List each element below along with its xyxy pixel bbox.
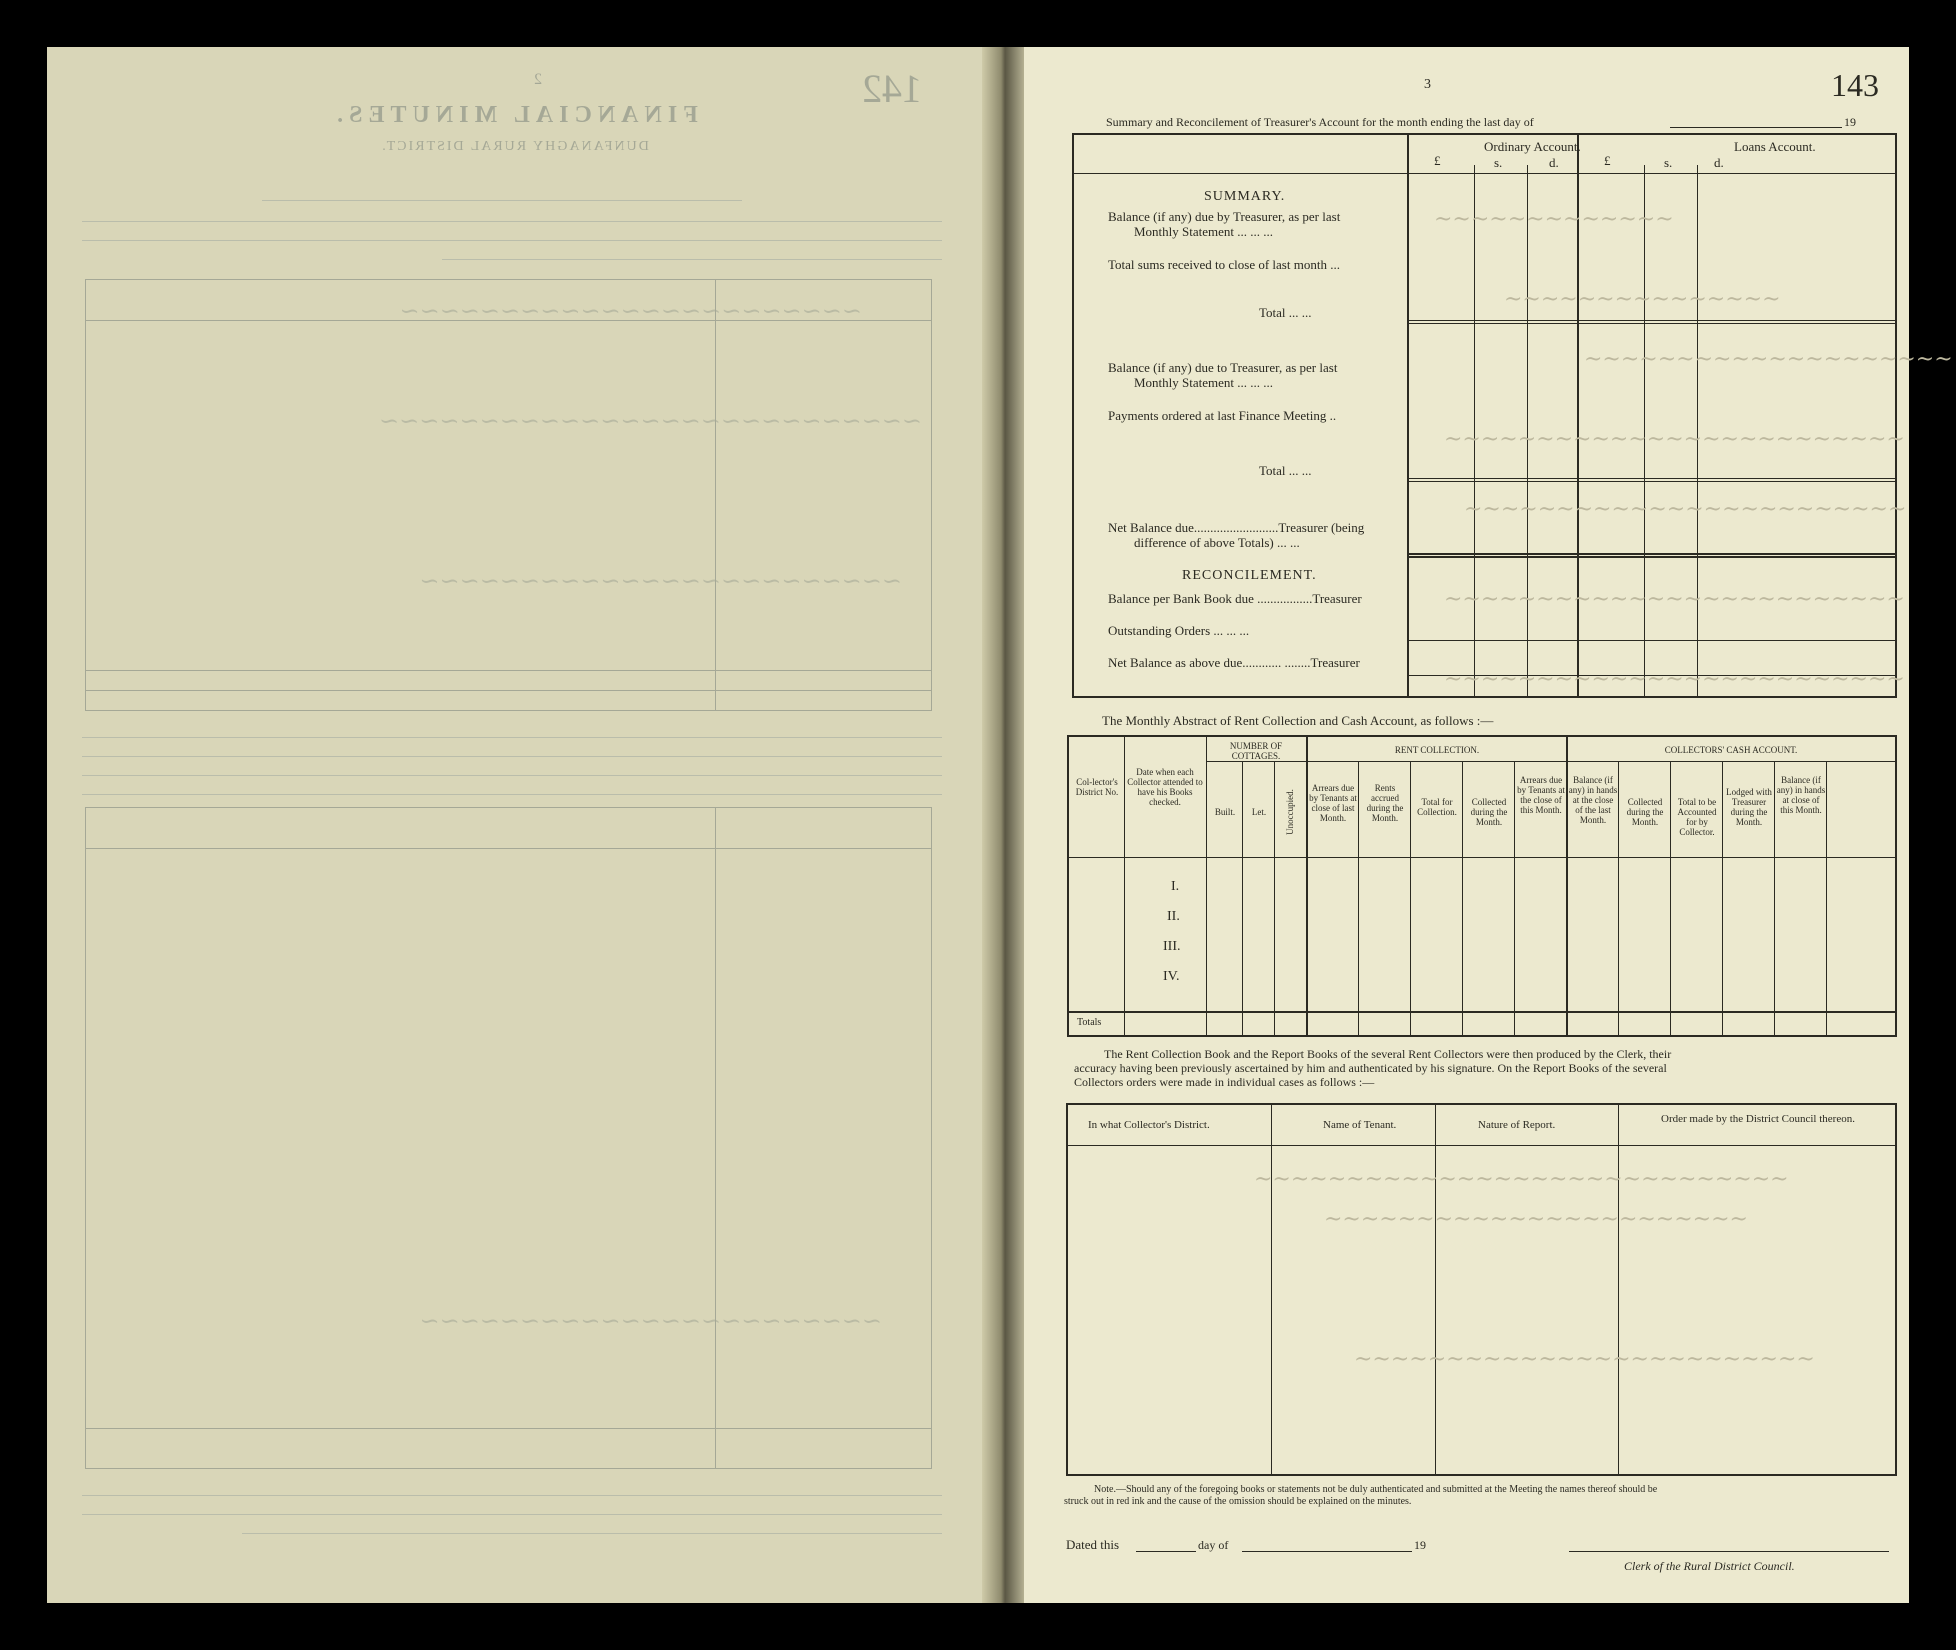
left-page-show-through [47, 47, 982, 1603]
left-page-title: FINANCIAL MINUTES. [331, 102, 698, 128]
handwriting-1: ~~~~~~~~~~~~~ [1434, 207, 1674, 232]
book-spread [47, 47, 1953, 1603]
loans-pound: £ [1604, 153, 1611, 168]
abstract-col-balance-last: Balance (if any) in hands at the close of the last Month. [1568, 775, 1618, 825]
left-handwriting-2: ~~~~~~~~~~~~~~~~~~~~~~~~~~~ [379, 407, 922, 435]
summary-row4: Payments ordered at last Finance Meeting .. [1108, 408, 1337, 423]
handwriting-10: ~~~~~~~~~~~~~~~~~~~~~~~~~ [1354, 1347, 1815, 1372]
summary-total2: Total ... ... [1259, 463, 1312, 478]
loans-pence: d. [1714, 155, 1724, 170]
dated-day-line [1136, 1551, 1196, 1552]
handwriting-3: ~~~~~~~~~~~~~~~~~~~~ [1584, 347, 1953, 372]
report-para-line-3: Collectors orders were made in individual cases as follows :— [1074, 1075, 1375, 1089]
left-para-lines [77, 182, 942, 264]
abstract-col-arrears-last: Arrears due by Tenants at close of last Month. [1309, 783, 1357, 823]
summary-row1a: Balance (if any) due by Treasurer, as per last [1108, 209, 1341, 224]
handwriting-8: ~~~~~~~~~~~~~~~~~~~~~~~~~~~~~ [1254, 1167, 1789, 1192]
report-col-tenant: Name of Tenant. [1323, 1119, 1397, 1131]
summary-heading: SUMMARY. [1204, 189, 1286, 204]
abstract-col-let: Let. [1251, 807, 1267, 817]
abstract-col-rents-accrued: Rents accrued during the Month. [1366, 783, 1404, 823]
report-paragraph [1074, 1047, 1671, 1089]
totals-row: Totals [1077, 1017, 1102, 1028]
report-col-order: Order made by the District Council thereon. [1661, 1113, 1855, 1125]
report-table [1066, 1103, 1897, 1476]
header-year: 19 [1844, 115, 1856, 129]
reconcilement-heading: RECONCILEMENT. [1182, 568, 1317, 583]
left-page-number: 142 [862, 66, 922, 111]
abstract-group-rent: RENT COLLECTION. [1394, 745, 1480, 755]
right-page-number: 143 [1831, 67, 1879, 103]
summary-row5b: difference of above Totals) ... ... [1134, 535, 1300, 550]
abstract-col-lodged: Lodged with Treasurer during the Month. [1726, 787, 1772, 827]
abstract-col-collected-cash: Collected during the Month. [1626, 797, 1664, 827]
summary-row5a: Net Balance due..........................Treasurer (being [1108, 520, 1365, 535]
abstract-col-date: Date when each Collector attended to have his Books checked. [1127, 767, 1203, 807]
clerk-signature-line [1569, 1551, 1889, 1552]
left-page-mid-number: 2 [534, 71, 542, 88]
summary-row2: Total sums received to close of last month ... [1108, 257, 1340, 272]
district-row-2: II. [1167, 909, 1180, 924]
district-row-1: I. [1171, 879, 1180, 894]
book-gutter [982, 47, 1024, 1603]
left-table-b [85, 807, 932, 1469]
summary-row3b: Monthly Statement ... ... ... [1134, 375, 1274, 390]
reconcilement-row3: Net Balance as above due............ ........Treasurer [1108, 655, 1360, 670]
left-handwriting-1: ~~~~~~~~~~~~~~~~~~~~~~~ [399, 297, 862, 325]
abstract-group-cash: COLLECTORS' CASH ACCOUNT. [1664, 745, 1798, 755]
abstract-table [1067, 735, 1897, 1037]
summary-header: Summary and Reconcilement of Treasurer's Account for the month ending the last day of [1106, 115, 1534, 129]
right-page [1024, 47, 1953, 1603]
handwriting-6: ~~~~~~~~~~~~~~~~~~~~~~~~~ [1444, 587, 1905, 612]
district-row-3: III. [1163, 939, 1181, 954]
dated-month-line [1242, 1551, 1412, 1552]
right-page-small-number: 3 [1424, 77, 1431, 92]
ordinary-pound: £ [1434, 153, 1441, 168]
abstract-col-built: Built. [1214, 807, 1236, 817]
left-handwriting-4: ~~~~~~~~~~~~~~~~~~~~~~~ [419, 1307, 882, 1335]
handwriting-9: ~~~~~~~~~~~~~~~~~~~~~~~ [1324, 1207, 1748, 1232]
left-para-2 [77, 719, 942, 799]
reconcilement-row2: Outstanding Orders ... ... ... [1108, 623, 1250, 638]
abstract-group-cottages: NUMBER OF COTTAGES. [1229, 741, 1283, 761]
ordinary-account-heading: Ordinary Account. [1484, 139, 1581, 154]
left-page-subtitle: DUNFANAGHY RURAL DISTRICT. [380, 139, 649, 154]
clerk-title: Clerk of the Rural District Council. [1624, 1559, 1795, 1573]
day-of-label: day of [1198, 1538, 1229, 1552]
ordinary-shilling: s. [1494, 155, 1503, 170]
left-table-a [85, 279, 932, 711]
handwriting-4: ~~~~~~~~~~~~~~~~~~~~~~~~~ [1444, 427, 1905, 452]
summary-row3a: Balance (if any) due to Treasurer, as per last [1108, 360, 1338, 375]
loans-shilling: s. [1664, 155, 1673, 170]
abstract-col-total-collection: Total for Collection. [1417, 797, 1457, 817]
left-page [47, 47, 982, 1603]
abstract-col-balance-this: Balance (if any) in hands at close of this Month. [1776, 775, 1826, 815]
footnote-line-1: Note.—Should any of the foregoing books or statements not be duly authenticated and submitted at the Meeting the names thereof should be [1094, 1484, 1658, 1495]
abstract-col-unoccupied: Unoccupied. [1285, 789, 1295, 835]
handwriting-2: ~~~~~~~~~~~~~~~ [1504, 287, 1781, 312]
report-para-line-1: The Rent Collection Book and the Report Books of the several Rent Collectors were then produced by the Clerk, their [1104, 1047, 1672, 1061]
abstract-intro: The Monthly Abstract of Rent Collection and Cash Account, as follows :— [1102, 713, 1494, 728]
loans-account-heading: Loans Account. [1734, 139, 1816, 154]
header-blank-line [1670, 127, 1842, 128]
abstract-col-total-accounted: Total to be Accounted for by Collector. [1677, 797, 1717, 837]
ordinary-pence: d. [1549, 155, 1559, 170]
reconcilement-row1: Balance per Bank Book due .................Treasurer [1108, 591, 1362, 606]
handwriting-5: ~~~~~~~~~~~~~~~~~~~~~~~~ [1464, 497, 1907, 522]
report-col-district: In what Collector's District. [1088, 1119, 1210, 1131]
handwriting-7: ~~~~~~~~~~~~~~~~~~~~~~~~~ [1444, 667, 1905, 692]
summary-total1: Total ... ... [1259, 305, 1312, 320]
abstract-col-collector: Col-lector's District No. [1075, 777, 1119, 797]
dated-this-label: Dated this [1066, 1537, 1120, 1552]
abstract-col-arrears-this: Arrears due by Tenants at the close of this Month. [1517, 775, 1565, 815]
summary-row1b: Monthly Statement ... ... ... [1134, 224, 1274, 239]
left-para-3 [77, 1477, 942, 1538]
footnote [1064, 1484, 1657, 1508]
report-col-nature: Nature of Report. [1478, 1119, 1556, 1131]
report-para-line-2: accuracy having been previously ascertained by him and authenticated by his signature. On the Report Books of the several [1074, 1061, 1667, 1075]
district-row-4: IV. [1163, 969, 1180, 984]
footnote-line-2: struck out in red ink and the cause of the omission should be explained on the minutes. [1064, 1496, 1412, 1507]
dated-year: 19 [1414, 1538, 1426, 1552]
abstract-col-collected: Collected during the Month. [1470, 797, 1508, 827]
left-handwriting-3: ~~~~~~~~~~~~~~~~~~~~~~~~ [419, 567, 902, 595]
